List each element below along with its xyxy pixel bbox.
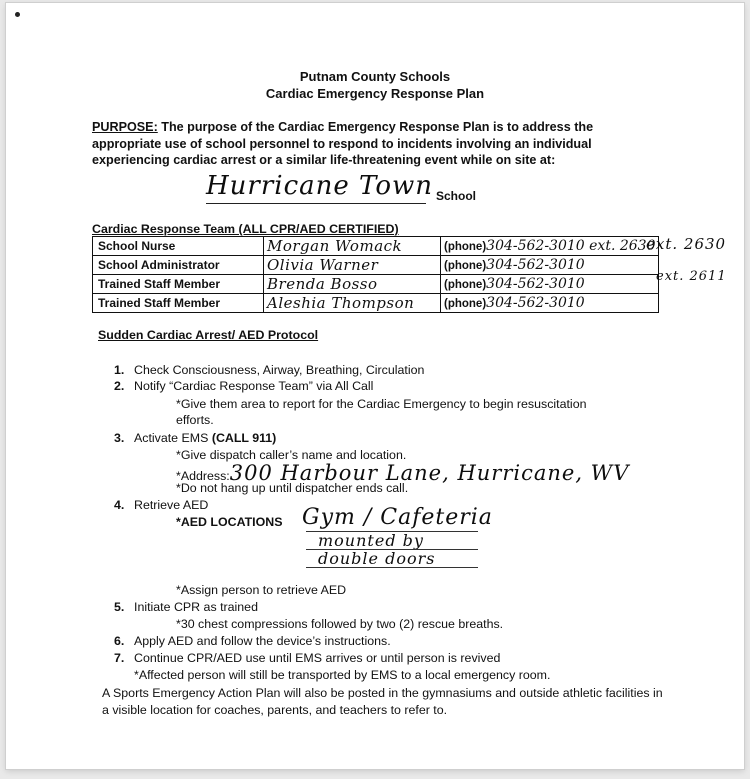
aed-location-handwritten-2: mounted by — [318, 531, 424, 550]
step-4: 4. Retrieve AED — [114, 498, 209, 512]
purpose-label: PURPOSE: — [92, 120, 158, 134]
step-1: 1. Check Consciousness, Airway, Breathing, Circulation — [114, 363, 425, 377]
school-name-handwritten: Hurricane Town — [206, 171, 426, 204]
team-name: Brenda Bosso — [264, 275, 441, 294]
step-4-note: *Assign person to retrieve AED — [176, 583, 347, 597]
team-heading: Cardiac Response Team (ALL CPR/AED CERTIFIED) — [92, 222, 399, 236]
purpose-paragraph — [92, 119, 632, 169]
org-title: Putnam County Schools — [299, 69, 451, 84]
phone-label: (phone) — [444, 279, 487, 291]
team-role: Trained Staff Member — [93, 294, 264, 313]
team-phone: 304-562-3010 — [486, 276, 585, 292]
extension-note: ext. 2611 — [656, 269, 727, 284]
step-3-address: *Address:300 Harbour Lane, Hurricane, WV — [176, 461, 630, 485]
team-phone-cell — [441, 294, 659, 313]
corner-dot — [15, 12, 20, 17]
team-role: School Administrator — [93, 256, 264, 275]
team-table — [92, 236, 659, 313]
phone-label: (phone) — [444, 298, 487, 310]
step-5-note: *30 chest compressions followed by two (2) rescue breaths. — [176, 617, 504, 631]
team-name: Olivia Warner — [264, 256, 441, 275]
step-2-note-cont: efforts. — [176, 413, 214, 427]
aed-line — [306, 567, 478, 568]
step-2-note: *Give them area to report for the Cardiac Emergency to begin resuscitation — [176, 397, 587, 411]
document-title: Cardiac Emergency Response Plan — [265, 86, 485, 101]
purpose-text: The purpose of the Cardiac Emergency Response Plan is to address the appropriate use of school personnel to respond to incidents involving an individual experiencing cardiac arrest or a similar life-threatening event while on site at: — [92, 120, 594, 167]
step-6: 6. Apply AED and follow the device’s instructions. — [114, 634, 391, 648]
table-row — [93, 294, 659, 313]
document-page — [6, 3, 744, 769]
step-7-note: *Affected person will still be transported by EMS to a local emergency room. — [134, 668, 551, 682]
team-role: School Nurse — [93, 237, 264, 256]
step-5: 5. Initiate CPR as trained — [114, 600, 258, 614]
team-name: Aleshia Thompson — [264, 294, 441, 313]
address-handwritten: 300 Harbour Lane, Hurricane, WV — [229, 461, 630, 485]
team-phone-cell — [441, 275, 659, 294]
step-3: 3. Activate EMS (CALL 911) — [114, 431, 277, 445]
aed-location-handwritten: Gym / Cafeteria — [302, 505, 493, 530]
school-suffix: School — [436, 189, 477, 203]
team-phone-cell — [441, 237, 659, 256]
step-7: 7. Continue CPR/AED use until EMS arrives or until person is revived — [114, 651, 501, 665]
phone-label: (phone) — [444, 260, 487, 272]
team-role: Trained Staff Member — [93, 275, 264, 294]
step-2: 2. Notify “Cardiac Response Team” via All Call — [114, 379, 374, 393]
protocol-heading: Sudden Cardiac Arrest/ AED Protocol — [98, 328, 319, 342]
team-phone: 304-562-3010 — [486, 295, 585, 311]
phone-label: (phone) — [444, 241, 487, 253]
step-3-note: *Give dispatch caller’s name and location. — [176, 448, 407, 462]
team-phone: 304-562-3010 — [486, 257, 585, 273]
table-row — [93, 256, 659, 275]
team-name: Morgan Womack — [264, 237, 441, 256]
step-3-note-2: *Do not hang up until dispatcher ends call. — [176, 481, 409, 495]
aed-location-handwritten-3: double doors — [318, 549, 436, 568]
extension-note: ext. 2630 — [646, 235, 727, 253]
table-row — [93, 237, 659, 256]
table-row — [93, 275, 659, 294]
team-phone-cell — [441, 256, 659, 275]
aed-locations-label: *AED LOCATIONS — [176, 515, 283, 529]
footer-note: A Sports Emergency Action Plan will also be posted in the gymnasiums and outside athletic facilities in a visible location for coaches, parents, and teachers to refer to. — [102, 686, 663, 717]
team-phone: 304-562-3010 ext. 2630 — [486, 238, 656, 254]
